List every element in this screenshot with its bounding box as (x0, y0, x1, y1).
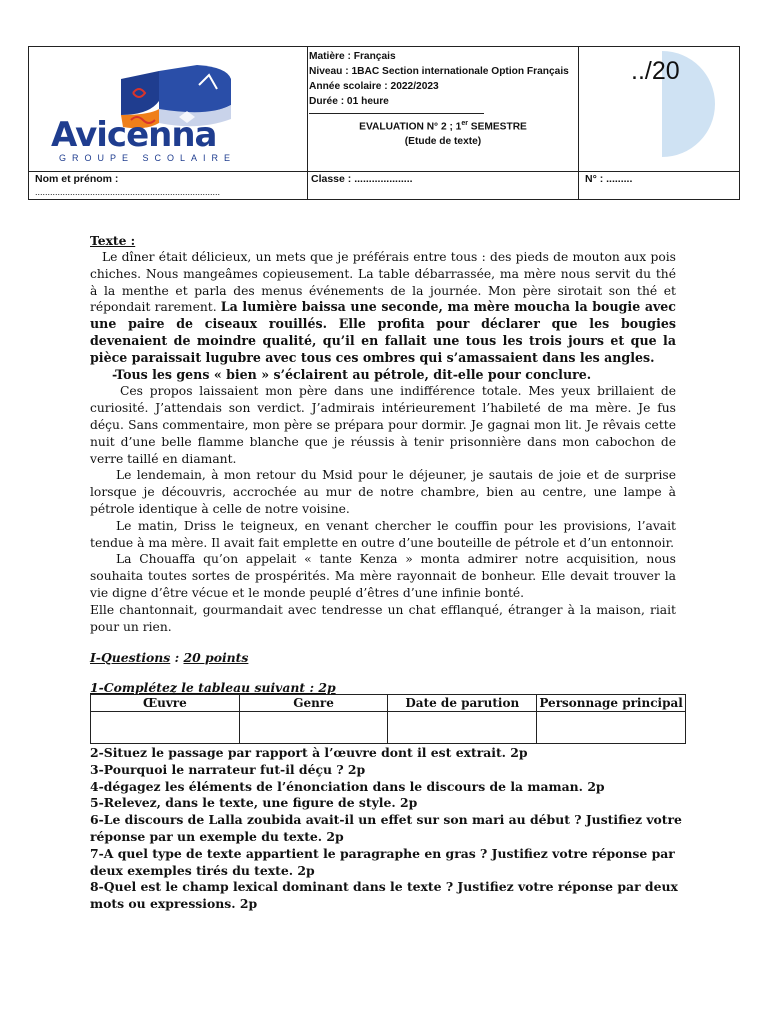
evaluation-title-text: EVALUATION N° 2 ; 1 (359, 121, 462, 133)
question-item: 6-Le discours de Lalla zoubida avait-il un effet sur son mari au début ? Justifiez votre réponse par un exemple du texte. 2p (90, 812, 682, 844)
bold-paragraph-text: La lumière baissa une seconde, ma mère moucha la bougie avec une paire de ciseaux rouillés. Elle profita pour déclarer que les bougies devenaient de moindre qualité, qu’il en fallait une tous les trois jours et que la pièce paraissait lugubre avec tous ces ombres qui s’amassaient dans les angles. (90, 299, 676, 365)
duration: Durée : 01 heure (309, 96, 389, 107)
text-title: Texte : (90, 233, 136, 248)
evaluation-title (309, 116, 577, 134)
questions-heading (90, 650, 248, 665)
question-item: 3-Pourquoi le narrateur fut-il déçu ? 2p (90, 761, 366, 777)
header-divider (307, 47, 308, 199)
question-item: 7-A quel type de texte appartient le paragraphe en gras ? Justifiez votre réponse par deux exemples tirés du texte. 2p (90, 845, 675, 878)
number-field[interactable]: N° : ......... (585, 173, 633, 185)
school-subtitle: GROUPE SCOLAIRE (59, 153, 237, 163)
question-item: 4-dégagez les éléments de l’énonciation dans le discours de la maman. 2p (90, 778, 605, 794)
name-label: Nom et prénom : (35, 173, 119, 185)
questions-heading-sep: : (170, 650, 184, 665)
table-cell[interactable] (537, 712, 686, 744)
name-field[interactable]: .......................................................................... (35, 187, 221, 197)
level: Niveau : 1BAC Section internationale Option Français (309, 66, 569, 77)
header-divider (29, 171, 739, 172)
table-cell[interactable] (239, 712, 388, 744)
question-list (90, 745, 690, 913)
text-body (90, 249, 676, 635)
subject: Matière : Français (309, 51, 396, 62)
question-1: 1-Complétez le tableau suivant : 2p (90, 680, 336, 695)
header-table (28, 46, 740, 200)
table-header: Œuvre (91, 695, 240, 712)
evaluation-title-suffix: SEMESTRE (467, 121, 527, 133)
table-header: Personnage principal (537, 695, 686, 712)
score: ../20 (631, 57, 680, 85)
school-name: Avicenna (51, 115, 217, 155)
paragraph: Ces propos laissaient mon père dans une indifférence totale. Mes yeux brillaient de curiosité. J’attendais son verdict. J’admirais intérieurement l’habileté de ma mère. Je fus déçu. Sans commentaire, mon père se prépara pour dormir. Je gagnai mon lit. Je rêvais cette nuit d’une belle flamme blanche que je réussis à tenir prisonnière dans mon cabochon de verre taillé en diamant. (90, 384, 676, 466)
table-header: Genre (239, 695, 388, 712)
table-cell[interactable] (91, 712, 240, 744)
paragraph: Le lendemain, à mon retour du Msid pour le déjeuner, je sautais de joie et de surprise lorsque je découvris, accrochée au mur de notre chambre, bien au centre, une lampe à pétrole identique à celle de notre voisine. (90, 468, 676, 516)
separator-line (309, 113, 484, 114)
question-item: 2-Situez le passage par rapport à l’œuvre dont il est extrait. 2p (90, 745, 528, 760)
question-item: 5-Relevez, dans le texte, une figure de style. 2p (90, 795, 418, 811)
exam-info (309, 49, 577, 149)
paragraph (90, 249, 676, 367)
question-item: 8-Quel est le champ lexical dominant dans le texte ? Justifiez votre réponse par deux mots ou expressions. 2p (90, 879, 678, 912)
evaluation-subtitle: (Etude de texte) (404, 136, 482, 148)
table-header: Date de parution (388, 695, 537, 712)
school-year: Année scolaire : 2022/2023 (309, 81, 439, 92)
paragraph: -Tous les gens « bien » s’éclairent au pétrole, dit-elle pour conclure. (112, 366, 592, 382)
questions-points: 20 points (183, 650, 249, 665)
paragraph: La Chouaffa qu’on appelait « tante Kenza » monta admirer notre acquisition, nous souhaita toutes sortes de prospérités. Ma mère rayonnait de bonheur. Elle devait trouver la vie digne d’être vécue et le monde peuplé d’êtres d’une infinie bonté. (90, 552, 676, 600)
header-divider (578, 47, 579, 199)
questions-heading-label: I-Questions (90, 650, 171, 665)
paragraph-text: Le dîner était délicieux, un mets que je préférais entre tous : des pieds de mouton aux pois chiches. Nous mangeâmes copieusement. La table débarrassée, ma mère nous servit du thé à la menthe et parla des menus événements de la journée. Mon père sirotait son thé et répondait rarement. (90, 250, 676, 315)
evaluation-title-sup: er (461, 120, 468, 127)
answer-table (90, 694, 686, 744)
table-cell[interactable] (388, 712, 537, 744)
paragraph: Le matin, Driss le teigneux, en venant chercher le couffin pour les provisions, l’avait tendue à ma mère. Il avait fait emplette en outre d’une bouteille de pétrole et d’un entonnoir. (90, 518, 676, 550)
paragraph: Elle chantonnait, gourmandait avec tendresse un chat efflanqué, étranger à la maison, riait pour un rien. (90, 602, 676, 634)
class-field[interactable]: Classe : .................... (311, 173, 413, 185)
